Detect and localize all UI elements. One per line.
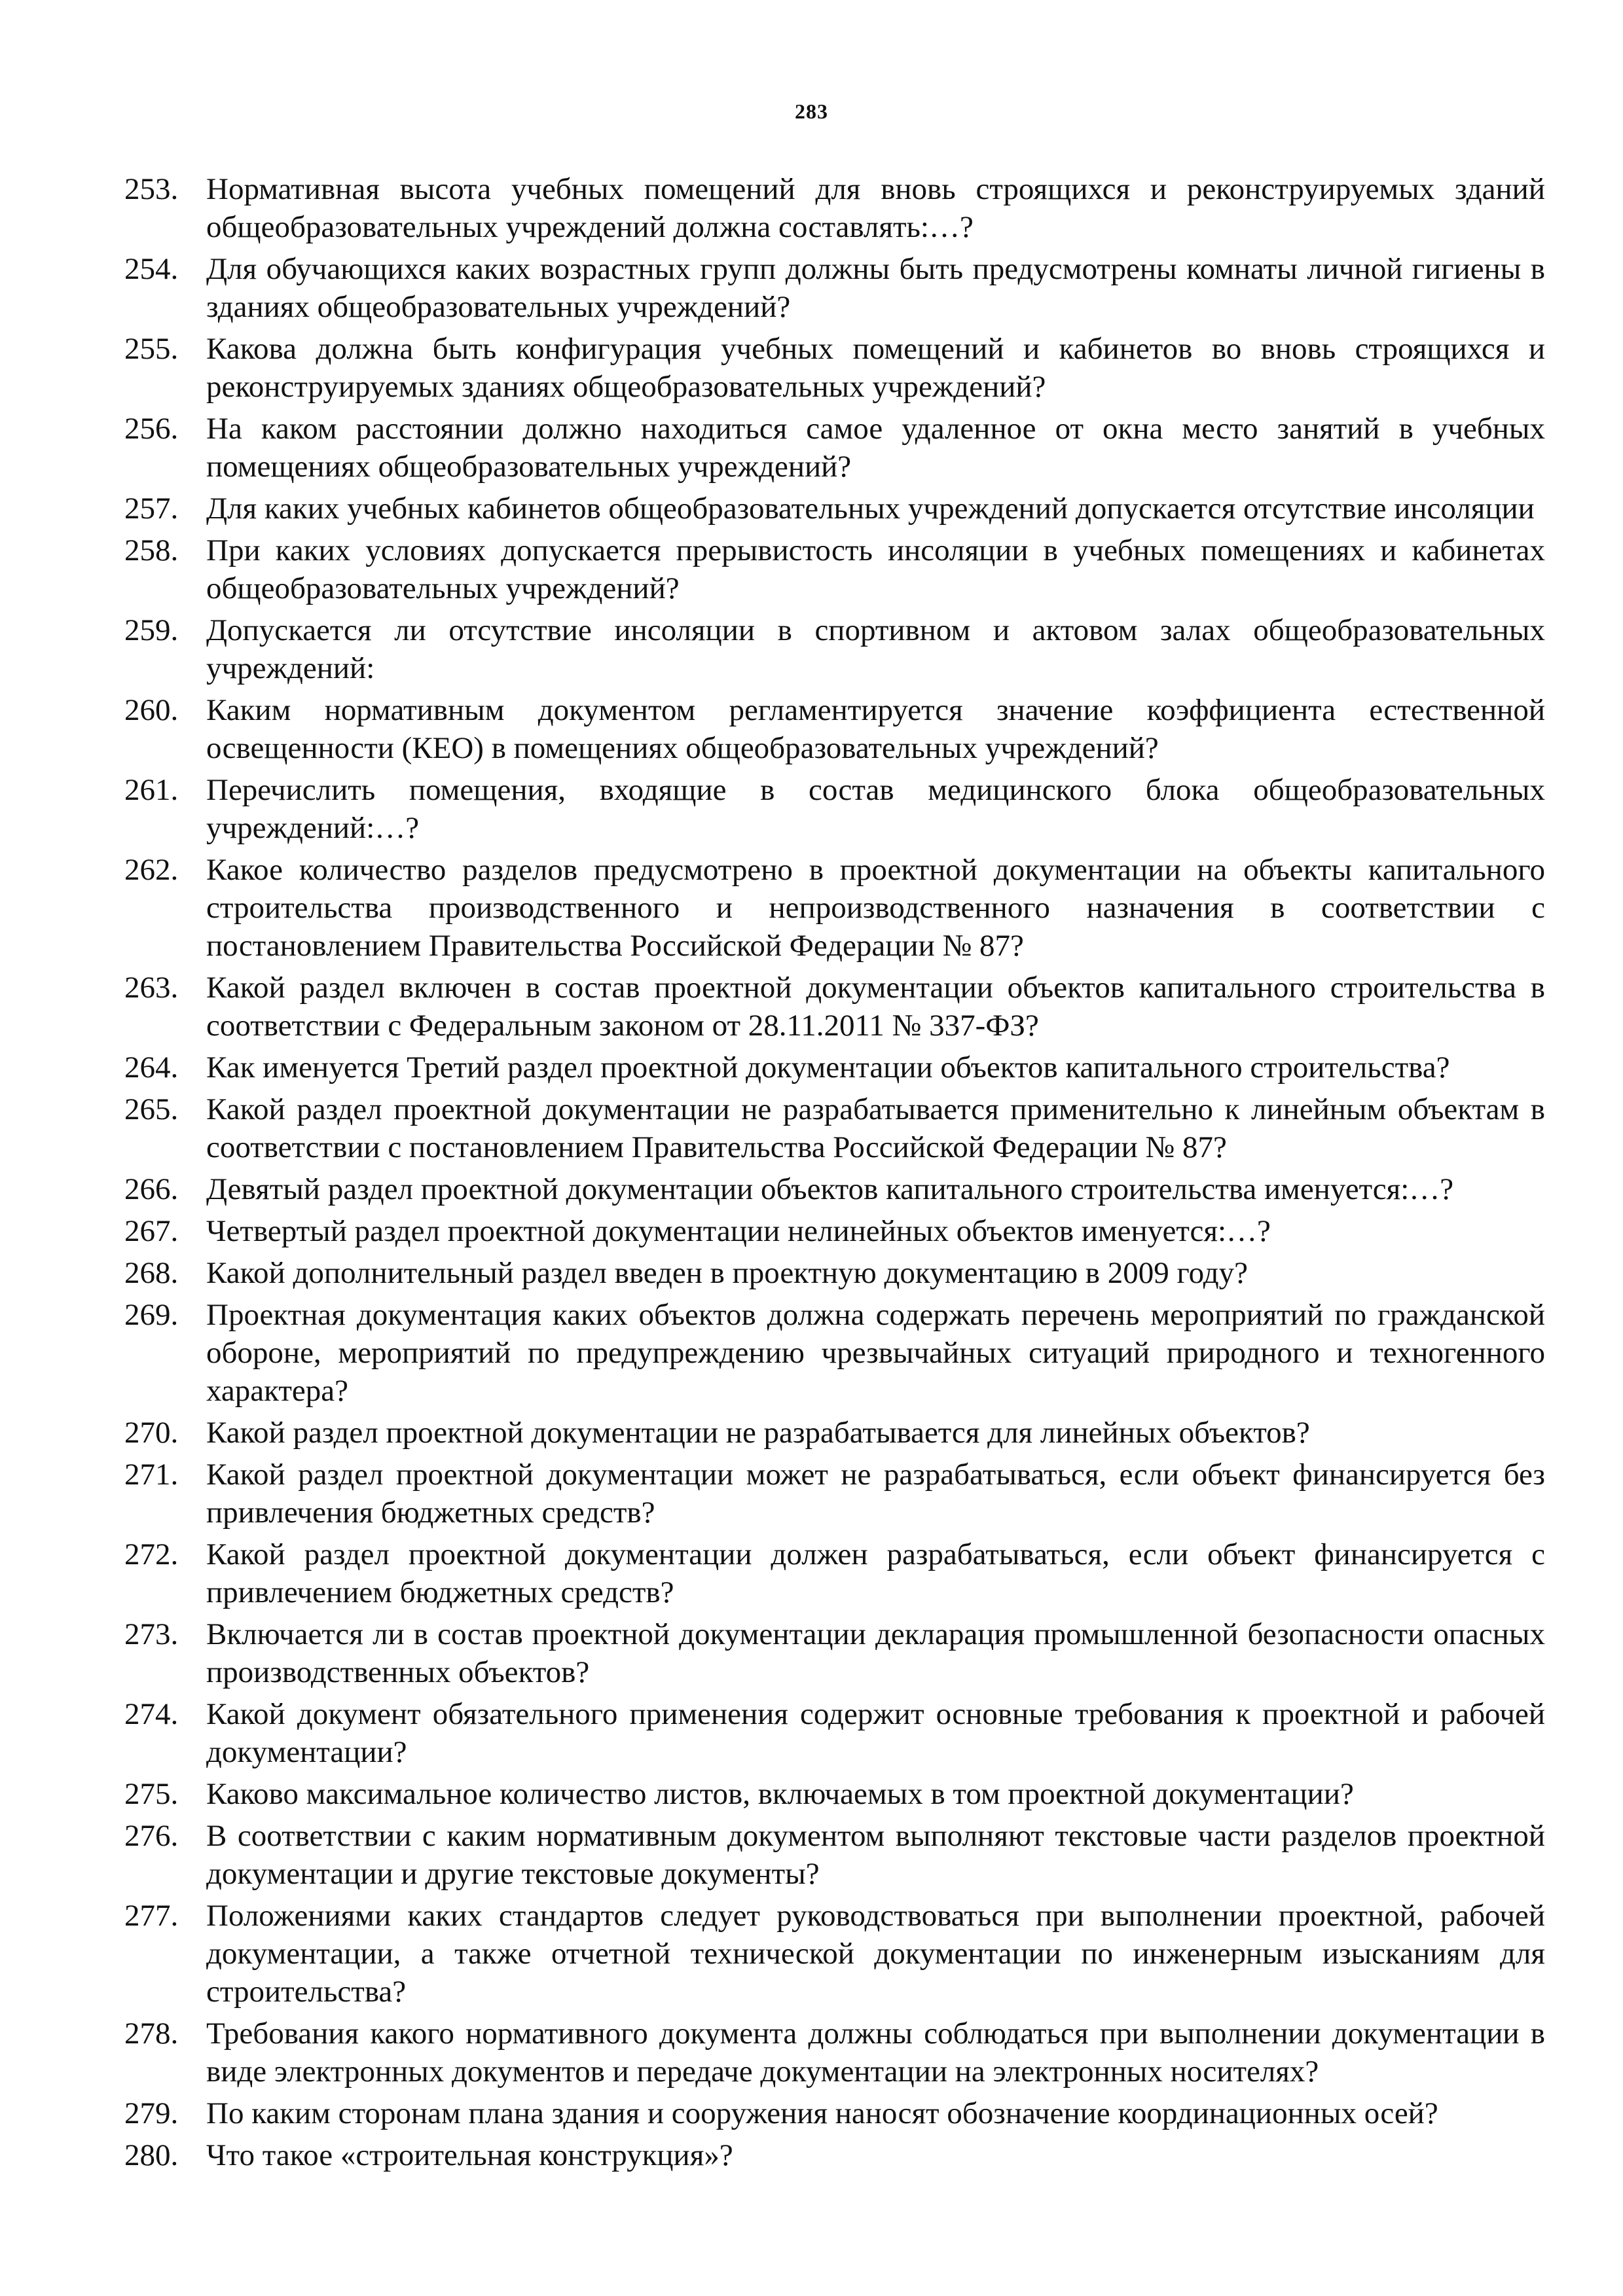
question-item bbox=[124, 250, 1545, 326]
question-number: 268. bbox=[124, 1256, 179, 1290]
question-number: 263. bbox=[124, 971, 179, 1005]
question-item bbox=[124, 1090, 1545, 1166]
question-number: 253. bbox=[124, 172, 179, 206]
question-item bbox=[124, 1695, 1545, 1771]
question-text: Какой раздел проектной документации должен разрабатываться, если объект финансируется с привлечением бюджетных средств? bbox=[206, 1537, 1545, 1609]
question-number: 272. bbox=[124, 1537, 179, 1571]
question-number: 258. bbox=[124, 533, 179, 567]
question-text: Нормативная высота учебных помещений для вновь строящихся и реконструируемых зданий общеобразовательных учреждений должна составлять:…? bbox=[206, 172, 1545, 244]
question-text: Девятый раздел проектной документации объектов капитального строительства именуется:…? bbox=[206, 1172, 1454, 1206]
question-text: При каких условиях допускается прерывистость инсоляции в учебных помещениях и кабинетах общеобразовательных учреждений? bbox=[206, 533, 1545, 605]
question-text: Какой документ обязательного применения содержит основные требования к проектной и рабочей документации? bbox=[206, 1697, 1545, 1769]
question-text: Какое количество разделов предусмотрено в проектной документации на объекты капитального строительства производственного и непроизводственного назначения в соответствии с постановлением Правительства Российской Федерации № 87? bbox=[206, 853, 1545, 963]
question-item bbox=[124, 691, 1545, 767]
question-item bbox=[124, 1535, 1545, 1611]
question-item bbox=[124, 771, 1545, 847]
question-number: 275. bbox=[124, 1777, 179, 1811]
question-item bbox=[124, 1817, 1545, 1893]
question-text: Для каких учебных кабинетов общеобразовательных учреждений допускается отсутствие инсоляции bbox=[206, 492, 1535, 526]
question-text: Четвертый раздел проектной документации нелинейных объектов именуется:…? bbox=[206, 1214, 1271, 1248]
question-text: Какой раздел проектной документации не разрабатывается применительно к линейным объектам в соответствии с постановлением Правительства Российской Федерации № 87? bbox=[206, 1092, 1545, 1164]
question-item bbox=[124, 1170, 1545, 1208]
question-text: Для обучающихся каких возрастных групп должны быть предусмотрены комнаты личной гигиены в зданиях общеобразовательных учреждений? bbox=[206, 252, 1545, 324]
question-number: 265. bbox=[124, 1092, 179, 1126]
question-text: Какова должна быть конфигурация учебных помещений и кабинетов во вновь строящихся и реконструируемых зданиях общеобразовательных учреждений? bbox=[206, 332, 1545, 404]
question-item bbox=[124, 2094, 1545, 2132]
question-item bbox=[124, 330, 1545, 406]
question-item bbox=[124, 611, 1545, 687]
question-number: 255. bbox=[124, 332, 179, 366]
question-number: 278. bbox=[124, 2017, 179, 2051]
question-item bbox=[124, 490, 1545, 528]
question-number: 262. bbox=[124, 853, 179, 887]
question-number: 259. bbox=[124, 613, 179, 647]
question-text: Какой раздел проектной документации может не разрабатываться, если объект финансируется без привлечения бюджетных средств? bbox=[206, 1458, 1545, 1530]
question-item bbox=[124, 1254, 1545, 1292]
question-number: 264. bbox=[124, 1050, 179, 1085]
question-item bbox=[124, 1615, 1545, 1691]
question-text: Каким нормативным документом регламентируется значение коэффициента естественной освещенности (КЕО) в помещениях общеобразовательных учреждений? bbox=[206, 693, 1545, 765]
question-number: 277. bbox=[124, 1899, 179, 1933]
question-number: 266. bbox=[124, 1172, 179, 1206]
question-text: Положениями каких стандартов следует руководствоваться при выполнении проектной, рабочей документации, а также отчетной технической документации по инженерным изысканиям для строительства? bbox=[206, 1899, 1545, 2009]
question-item bbox=[124, 170, 1545, 246]
question-number: 270. bbox=[124, 1416, 179, 1450]
question-number: 280. bbox=[124, 2138, 179, 2172]
question-text: Проектная документация каких объектов должна содержать перечень мероприятий по гражданской обороне, мероприятий по предупреждению чрезвычайных ситуаций природного и техногенного характера? bbox=[206, 1298, 1545, 1408]
page-number: 283 bbox=[795, 99, 828, 123]
question-text: Какой раздел проектной документации не разрабатывается для линейных объектов? bbox=[206, 1416, 1310, 1450]
question-number: 260. bbox=[124, 693, 179, 727]
question-item bbox=[124, 2015, 1545, 2090]
question-number: 256. bbox=[124, 412, 179, 446]
question-list bbox=[124, 170, 1545, 2178]
question-text: Допускается ли отсутствие инсоляции в спортивном и актовом залах общеобразовательных учреждений: bbox=[206, 613, 1545, 685]
question-text: Как именуется Третий раздел проектной документации объектов капитального строительства? bbox=[206, 1050, 1450, 1085]
question-item bbox=[124, 1456, 1545, 1532]
question-item bbox=[124, 1414, 1545, 1452]
question-item bbox=[124, 410, 1545, 486]
question-item bbox=[124, 851, 1545, 965]
question-number: 276. bbox=[124, 1819, 179, 1853]
question-item bbox=[124, 1897, 1545, 2011]
question-item bbox=[124, 531, 1545, 607]
question-item bbox=[124, 1212, 1545, 1250]
question-number: 267. bbox=[124, 1214, 179, 1248]
question-text: Каково максимальное количество листов, включаемых в том проектной документации? bbox=[206, 1777, 1354, 1811]
question-text: Требования какого нормативного документа должны соблюдаться при выполнении документации в виде электронных документов и передаче документации на электронных носителях? bbox=[206, 2017, 1545, 2089]
question-item bbox=[124, 1049, 1545, 1086]
question-text: Какой дополнительный раздел введен в проектную документацию в 2009 году? bbox=[206, 1256, 1249, 1290]
question-text: На каком расстоянии должно находиться самое удаленное от окна место занятий в учебных помещениях общеобразовательных учреждений? bbox=[206, 412, 1545, 484]
question-number: 279. bbox=[124, 2096, 179, 2130]
question-item bbox=[124, 1296, 1545, 1410]
question-text: Включается ли в состав проектной документации декларация промышленной безопасности опасных производственных объектов? bbox=[206, 1617, 1545, 1689]
question-number: 274. bbox=[124, 1697, 179, 1731]
question-text: Какой раздел включен в состав проектной документации объектов капитального строительства в соответствии с Федеральным законом от 28.11.2011 № 337-ФЗ? bbox=[206, 971, 1545, 1043]
question-text: По каким сторонам плана здания и сооружения наносят обозначение координационных осей? bbox=[206, 2096, 1438, 2130]
question-text: В соответствии с каким нормативным документом выполняют текстовые части разделов проектной документации и другие текстовые документы? bbox=[206, 1819, 1545, 1891]
question-number: 269. bbox=[124, 1298, 179, 1332]
question-number: 261. bbox=[124, 773, 179, 807]
question-text: Перечислить помещения, входящие в состав медицинского блока общеобразовательных учреждений:…? bbox=[206, 773, 1545, 845]
question-number: 273. bbox=[124, 1617, 179, 1651]
question-number: 254. bbox=[124, 252, 179, 286]
question-text: Что такое «строительная конструкция»? bbox=[206, 2138, 733, 2172]
question-item bbox=[124, 2136, 1545, 2174]
question-item bbox=[124, 969, 1545, 1045]
question-item bbox=[124, 1775, 1545, 1813]
question-number: 271. bbox=[124, 1458, 179, 1492]
question-number: 257. bbox=[124, 492, 179, 526]
